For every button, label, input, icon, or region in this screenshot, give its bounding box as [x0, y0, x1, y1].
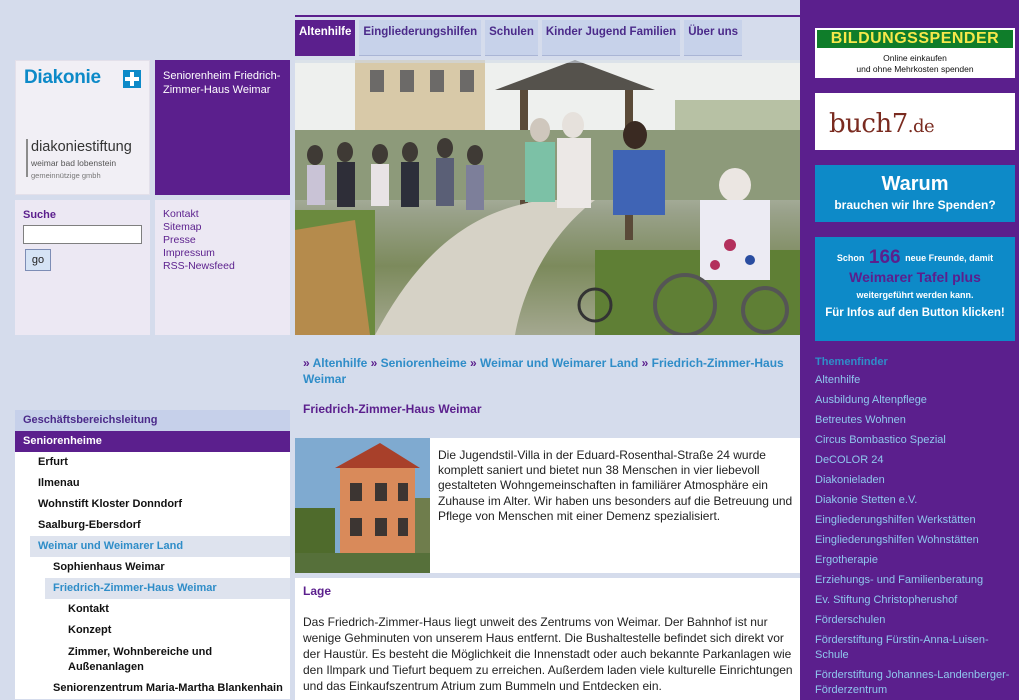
themenfinder-item[interactable]: Eingliederungshilfen Werkstätten	[815, 514, 976, 526]
spenden-headline: Warum	[881, 173, 949, 195]
bildungsspender-line2: und ohne Mehrkosten spenden	[856, 64, 974, 74]
themenfinder-heading: Themenfinder	[815, 356, 888, 368]
tafel-name: Weimarer Tafel plus	[849, 269, 981, 285]
themenfinder-item[interactable]: Ausbildung Altenpflege	[815, 394, 927, 406]
breadcrumb-separator: »	[370, 356, 378, 370]
diakonie-logo-text: Diakonie	[24, 67, 101, 88]
nav-tab-kinder-jugend-familien[interactable]: Kinder Jugend Familien	[542, 20, 680, 56]
nav-tab-altenhilfe[interactable]: Altenhilfe	[295, 20, 355, 56]
link-kontakt[interactable]: Kontakt	[163, 208, 199, 220]
tafel-counter-line	[815, 247, 1015, 269]
nav-donndorf[interactable]: Wohnstift Kloster Donndorf	[15, 494, 290, 515]
themenfinder-item[interactable]: Ergotherapie	[815, 554, 878, 566]
themenfinder-item[interactable]: Eingliederungshilfen Wohnstätten	[815, 534, 979, 546]
tafel-cta: Für Infos auf den Button klicken!	[825, 307, 1005, 319]
nav-seniorenheime[interactable]: Seniorenheime	[15, 431, 290, 452]
nav-tab-schulen[interactable]: Schulen	[485, 20, 538, 56]
themenfinder-item[interactable]: DeCOLOR 24	[815, 454, 884, 466]
themenfinder-item[interactable]: Betreutes Wohnen	[815, 414, 906, 426]
themenfinder-item[interactable]: Circus Bombastico Spezial	[815, 434, 946, 446]
nav-fzh-label: Friedrich-Zimmer-Haus Weimar	[45, 578, 290, 599]
house-photo	[295, 438, 430, 573]
spenden-subline: brauchen wir Ihre Spenden?	[834, 198, 996, 212]
service-links	[155, 200, 290, 335]
link-rss-newsfeed[interactable]: RSS-Newsfeed	[163, 260, 235, 272]
breadcrumb-separator: »	[470, 356, 477, 370]
nav-saalburg[interactable]: Saalburg-Ebersdorf	[15, 515, 290, 536]
link-sitemap[interactable]: Sitemap	[163, 221, 202, 233]
page-title: Friedrich-Zimmer-Haus Weimar	[303, 402, 482, 416]
breadcrumb-weimar[interactable]: Weimar und Weimarer Land	[480, 356, 639, 370]
house-photo-illustration	[295, 438, 430, 573]
themenfinder-item[interactable]: Förderstiftung Johannes-Landenberger-Förderzentrum	[815, 669, 1010, 696]
bildungsspender-title: BILDUNGSSPENDER	[817, 30, 1013, 48]
diakonie-cross-icon	[123, 70, 141, 88]
nav-kontakt[interactable]: Kontakt	[15, 599, 290, 620]
buch7-name: buch7	[829, 109, 908, 139]
nav-tab-ueber-uns[interactable]: Über uns	[684, 20, 742, 56]
tafel-post: neue Freunde, damit	[905, 253, 994, 263]
nav-blankenhain[interactable]: Seniorenzentrum Maria-Martha Blankenhain	[15, 678, 290, 699]
themenfinder-item[interactable]: Ev. Stiftung Christopherushof	[815, 594, 958, 606]
nav-weimar[interactable]	[15, 536, 290, 557]
lage-text: Das Friedrich-Zimmer-Haus liegt unweit des Zentrums von Weimar. Der Bahnhof ist nur wenige Gehminuten von unserem Haus entfernt. Die Bushaltestelle befindet sich direkt vor der Haustür. Es besteht die Möglichkeit die Innenstadt oder auch bekannte Parkanlagen wie den Ilmpark und Tiefurt bequem zu erreichen. Außerdem laden viele kulturelle Einrichtungen und das Einkaufszentrum Atrium zum Bummeln und Entdecken ein.	[303, 615, 793, 693]
nav-sophienhaus[interactable]: Sophienhaus Weimar	[15, 557, 290, 578]
breadcrumb-friedrich-zimmer-haus[interactable]: Friedrich-Zimmer-Haus Weimar	[303, 356, 784, 386]
tafel-count: 166	[868, 247, 901, 268]
themenfinder-item[interactable]: Erziehungs- und Familienberatung	[815, 574, 984, 586]
stiftung-location: weimar bad lobenstein	[31, 158, 117, 168]
weimarer-tafel-banner[interactable]	[815, 237, 1015, 341]
themenfinder-item[interactable]: Diakonie Stetten e.V.	[815, 494, 918, 506]
spenden-banner[interactable]	[815, 165, 1015, 222]
tafel-line3: weitergeführt werden kann.	[856, 290, 974, 300]
themenfinder-item[interactable]: Altenhilfe	[815, 374, 861, 386]
search-go-button[interactable]: go	[25, 249, 51, 271]
themenfinder-item[interactable]: Förderstiftung Fürstin-Anna-Luisen-Schule	[815, 634, 989, 661]
buch7-banner[interactable]	[815, 93, 1015, 150]
breadcrumb-separator: »	[303, 356, 310, 370]
search-label: Suche	[23, 209, 57, 221]
intro-section	[295, 438, 800, 573]
lage-section	[295, 578, 800, 700]
hero-photo	[295, 60, 800, 335]
logo-box[interactable]	[15, 60, 150, 195]
site-title: Seniorenheim Friedrich-Zimmer-Haus Weimar	[155, 60, 290, 195]
stiftung-name: diakoniestiftung	[31, 139, 132, 155]
themenfinder-list	[815, 373, 1010, 700]
breadcrumb	[303, 355, 793, 387]
themenfinder-item[interactable]: Förderschulen	[815, 614, 886, 626]
section-navigation	[15, 410, 290, 699]
logo-divider	[26, 139, 28, 177]
buch7-logo	[829, 109, 934, 139]
search-input[interactable]	[23, 225, 142, 244]
link-impressum[interactable]: Impressum	[163, 247, 215, 259]
search-panel	[15, 200, 150, 335]
breadcrumb-altenhilfe[interactable]: Altenhilfe	[312, 356, 368, 370]
themenfinder-item[interactable]: Diakonieladen	[815, 474, 885, 486]
nav-zimmer[interactable]: Zimmer, Wohnbereiche und Außenanlagen	[15, 641, 290, 678]
bildungsspender-banner[interactable]	[815, 28, 1015, 78]
nav-tab-eingliederungshilfen[interactable]: Eingliederungshilfen	[359, 20, 481, 56]
intro-text: Die Jugendstil-Villa in der Eduard-Rosenthal-Straße 24 wurde komplett saniert und bietet nun 38 Menschen in vier liebevoll gestalteten Wohngemeinschaften in familiärer Atmosphäre ein Zuhause im Alter. Wir haben uns besonders auf die Betreuung und Pflege von Menschen mit einer Demenz spezialisiert.	[438, 448, 793, 523]
link-presse[interactable]: Presse	[163, 234, 196, 246]
hero-photo-illustration	[295, 60, 800, 335]
nav-friedrich-zimmer-haus[interactable]	[15, 578, 290, 599]
breadcrumb-seniorenheime[interactable]: Seniorenheime	[380, 356, 467, 370]
top-accent-line	[295, 15, 800, 17]
nav-weimar-label: Weimar und Weimarer Land	[30, 536, 290, 557]
main-navigation	[295, 20, 742, 56]
breadcrumb-separator: »	[641, 356, 649, 370]
stiftung-subtitle: gemeinnützige gmbh	[31, 171, 101, 180]
nav-gbl[interactable]: Geschäftsbereichsleitung	[15, 410, 290, 431]
tafel-pre: Schon	[836, 253, 865, 263]
nav-ilmenau[interactable]: Ilmenau	[15, 473, 290, 494]
buch7-suffix: .de	[907, 116, 935, 137]
nav-erfurt[interactable]: Erfurt	[15, 452, 290, 473]
lage-heading: Lage	[303, 584, 332, 598]
bildungsspender-line1: Online einkaufen	[883, 53, 947, 63]
nav-konzept[interactable]: Konzept	[15, 620, 290, 641]
